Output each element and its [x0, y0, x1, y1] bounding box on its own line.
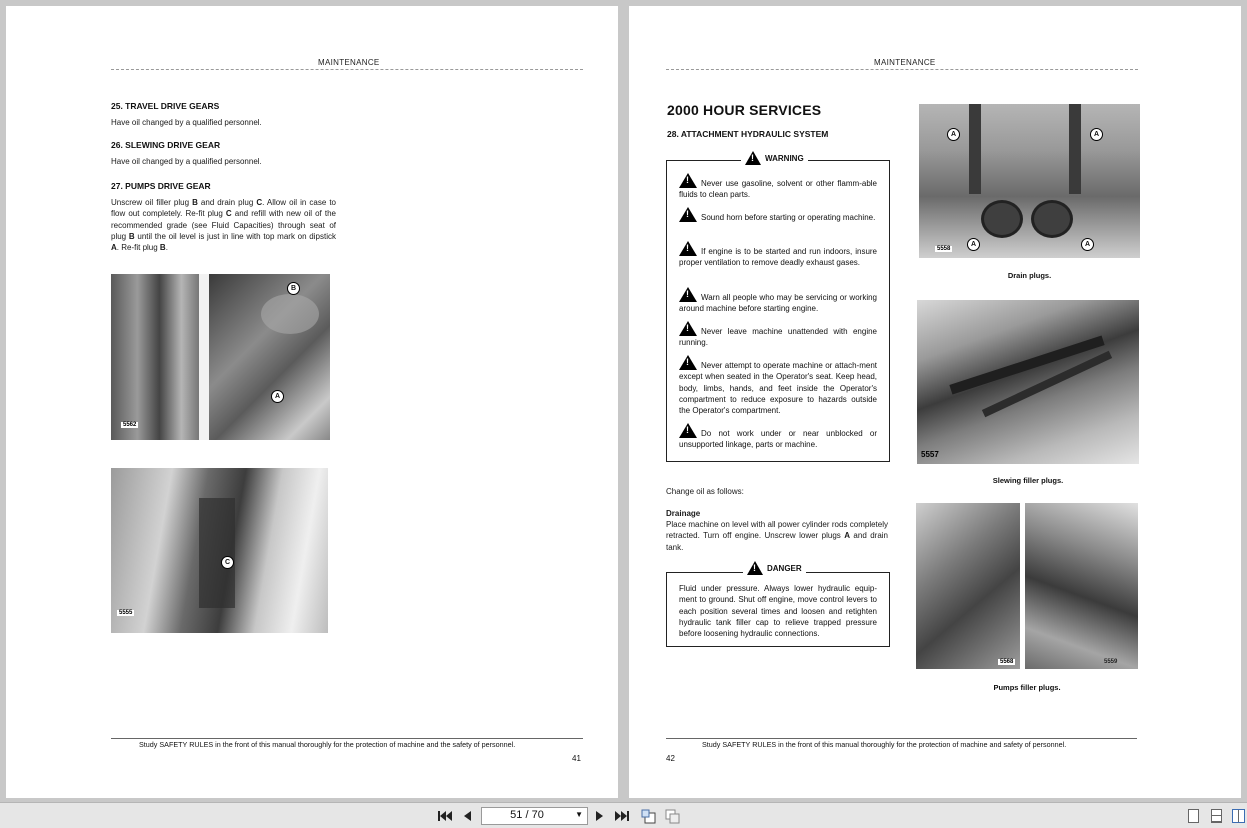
danger-icon	[747, 561, 763, 575]
warning-icon	[679, 287, 697, 302]
photo-number: 5555	[119, 610, 133, 616]
warning-item: !Sound horn before starting or operating machine.	[679, 207, 877, 223]
page-number: 41	[572, 754, 581, 763]
section-title-travel-drive: 25. TRAVEL DRIVE GEARS	[111, 101, 220, 111]
warning-icon	[679, 423, 697, 438]
next-page-icon[interactable]	[593, 808, 607, 824]
drainage-title: Drainage	[666, 509, 701, 518]
rotate-icon[interactable]	[640, 808, 656, 824]
section-body-travel-drive: Have oil changed by a qualified personnel.	[111, 118, 262, 127]
section-body-slewing-drive: Have oil changed by a qualified personnel.	[111, 157, 262, 166]
callout-a: A	[1081, 238, 1094, 251]
callout-b: B	[287, 282, 300, 295]
last-page-icon[interactable]	[614, 808, 630, 824]
page-indicator: 51 / 70	[510, 809, 544, 821]
warning-item: !Never attempt to operate machine or attach-ment except when seated in the Operator's seat. Keep head, body, limbs, hands, and feet inside the Operator's compartment to reduce exposure to hazards outside the Operator's compartment.	[679, 355, 877, 416]
callout-a: A	[967, 238, 980, 251]
single-page-icon[interactable]	[1188, 809, 1199, 823]
warning-item: !Do not work under or near unblocked or unsupported linkage, parts or machine.	[679, 423, 877, 451]
danger-label: ! DANGER	[743, 561, 806, 575]
page-header: MAINTENANCE	[874, 58, 936, 67]
footer-rule	[111, 738, 583, 739]
page-number: 42	[666, 754, 675, 763]
danger-text: Fluid under pressure. Always lower hydraulic equip-ment to ground. Shut off engine, move control levers to each position several times and loosen and retighten hydraulic tank filler cap to relieve trapped pressure before loosening hydraulic connections.	[679, 584, 877, 639]
callout-a: A	[1090, 128, 1103, 141]
section-title-slewing-drive: 26. SLEWING DRIVE GEAR	[111, 140, 221, 150]
photo-number: 5559	[1104, 659, 1118, 665]
left-page	[6, 6, 618, 798]
slewing-filler-plugs-photo	[917, 300, 1139, 464]
warning-item: !Never use gasoline, solvent or other flamm-able fluids to clean parts.	[679, 173, 877, 201]
prev-page-icon[interactable]	[460, 808, 474, 824]
page-header: MAINTENANCE	[318, 58, 380, 67]
facing-pages-icon[interactable]	[1232, 809, 1245, 823]
page-footer: Study SAFETY RULES in the front of this manual thoroughly for the protection of machine and safety of personnel.	[702, 740, 1067, 749]
page-title: 2000 HOUR SERVICES	[667, 102, 822, 118]
viewer-toolbar	[0, 802, 1247, 828]
photo-number: 5562	[123, 422, 137, 428]
warning-label: ! WARNING	[741, 151, 808, 165]
copy-icon[interactable]	[664, 808, 680, 824]
callout-c: C	[221, 556, 234, 569]
callout-a: A	[271, 390, 284, 403]
warning-item: !Never leave machine unattended with engine running.	[679, 321, 877, 349]
header-rule	[111, 69, 583, 70]
warning-icon	[679, 241, 697, 256]
change-oil-text: Change oil as follows:	[666, 487, 744, 496]
danger-box	[666, 563, 890, 647]
pumps-drive-photo-1	[111, 274, 330, 440]
warning-item: !If engine is to be started and run indoors, insure proper ventilation to remove deadly exhaust gases.	[679, 241, 877, 269]
callout-a: A	[947, 128, 960, 141]
warning-icon	[679, 207, 697, 222]
footer-rule	[666, 738, 1137, 739]
warning-icon	[745, 151, 761, 165]
chevron-down-icon: ▼	[575, 810, 583, 819]
photo-number: 5558	[937, 246, 951, 252]
pumps-drive-photo-2	[111, 468, 328, 633]
warning-icon	[679, 173, 697, 188]
warning-icon	[679, 321, 697, 336]
photo-number: 5557	[921, 450, 939, 459]
page-number-select[interactable]	[481, 807, 588, 825]
page-footer: Study SAFETY RULES in the front of this manual thoroughly for the protection of machine and the safety of personnel.	[139, 740, 516, 749]
pumps-filler-plugs-photo	[916, 503, 1138, 669]
photo-number: 5568	[1000, 659, 1014, 665]
warning-box	[666, 153, 890, 462]
drain-plugs-photo	[919, 104, 1140, 258]
pumps-filler-plugs-caption: Pumps filler plugs.	[993, 683, 1061, 692]
right-page	[629, 6, 1241, 798]
section-title-attachment-hydraulic: 28. ATTACHMENT HYDRAULIC SYSTEM	[667, 129, 829, 139]
section-body-pumps-drive: Unscrew oil filler plug B and drain plug C. Allow oil in case to flow out completely. Re-fit plug C and refill with new oil of the recommended grade (see Fluid Capacities) through seat of plug B until the oil level is just in line with top mark on dipstick A. Re-fit plug B.	[111, 198, 337, 253]
drain-plugs-caption: Drain plugs.	[1007, 271, 1052, 280]
first-page-icon[interactable]	[437, 808, 453, 824]
header-rule	[666, 69, 1138, 70]
warning-icon	[679, 355, 697, 370]
drainage-body: Place machine on level with all power cylinder rods completely retracted. Turn off engine. Unscrew lower plugs A and drain tank.	[666, 520, 888, 552]
warning-item: !Warn all people who may be servicing or working around machine before starting engine.	[679, 287, 877, 315]
continuous-icon[interactable]	[1211, 809, 1222, 823]
section-title-pumps-drive: 27. PUMPS DRIVE GEAR	[111, 181, 211, 191]
slewing-filler-plugs-caption: Slewing filler plugs.	[992, 476, 1064, 485]
